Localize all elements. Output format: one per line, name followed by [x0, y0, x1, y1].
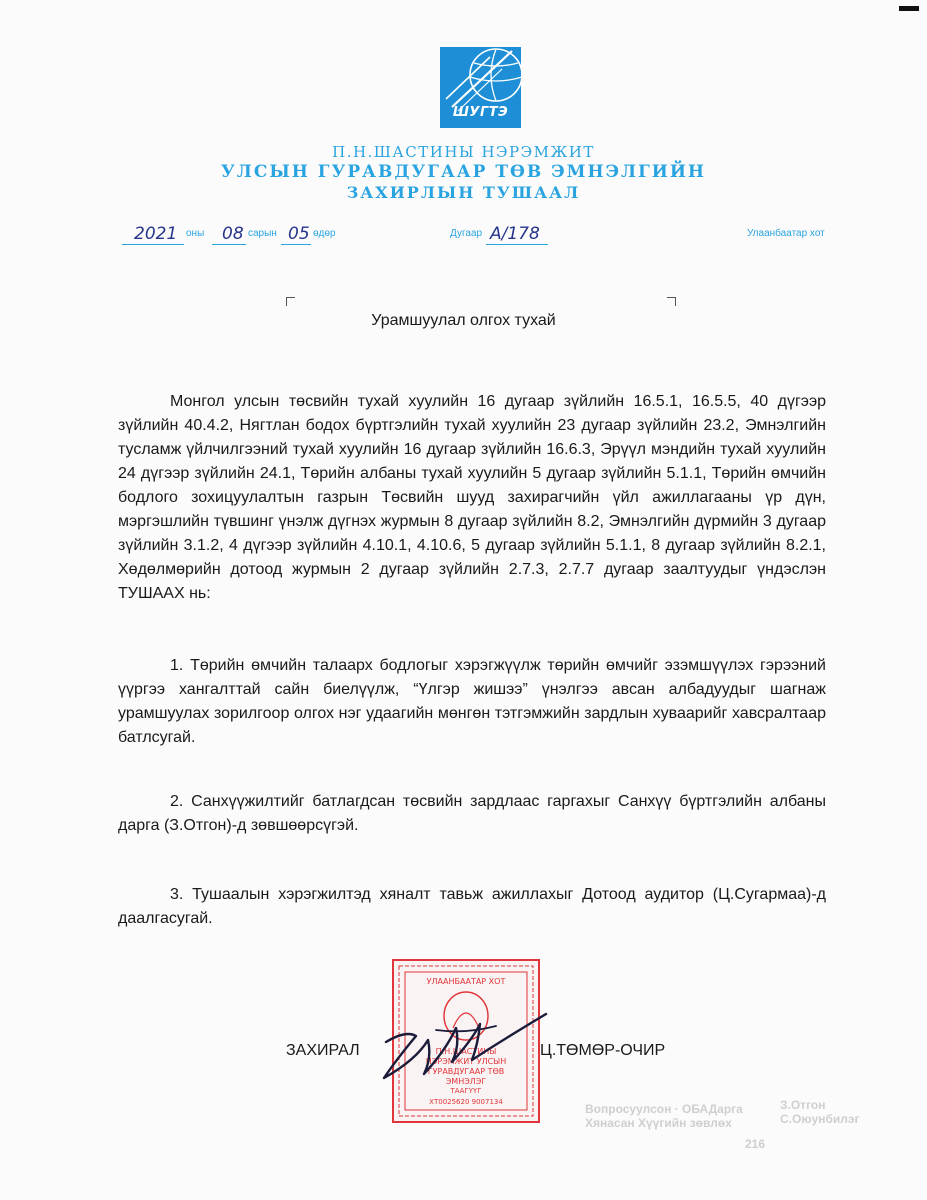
- stamp-line-4: ЭМНЭЛЭГ: [445, 1077, 487, 1086]
- year-value: 2021: [134, 224, 178, 244]
- hospital-logo: [440, 47, 521, 128]
- title-bracket-right: [667, 297, 676, 306]
- scan-mark: [899, 6, 919, 11]
- city: Улаанбаатар хот: [747, 228, 825, 239]
- signatory-title: ЗАХИРАЛ: [286, 1042, 360, 1059]
- order-number: А/178: [490, 224, 540, 244]
- document-title: Урамшуулал олгох тухай: [371, 312, 556, 329]
- stamp-top-text: УЛААНБААТАР ХОТ: [426, 977, 506, 986]
- order-item-3: 3. Тушаалын хэрэгжилтэд хяналт тавьж ажиллахыг Дотоод аудитор (Ц.Сугармаа)-д даалгасугай.: [118, 886, 826, 927]
- month-value: 08: [222, 224, 244, 244]
- day-suffix: өдөр: [313, 228, 336, 239]
- header-line-1: П.Н.ШАСТИНЫ НЭРЭМЖИТ: [332, 143, 595, 161]
- month-suffix: сарын: [248, 228, 277, 239]
- year-suffix: оны: [186, 228, 205, 239]
- stamp-line-5: ТААГҮҮГ: [450, 1087, 482, 1095]
- header-line-3: ЗАХИРЛЫН ТУШААЛ: [346, 183, 581, 202]
- title-bracket-left: [286, 297, 295, 306]
- order-item-2: 2. Санхүүжилтийг батлагдсан төсвийн зардлаас гаргахыг Санхүү бүртгэлийн албаны дарга (З.Отгон)-д зөвшөөрсүгэй.: [118, 793, 826, 834]
- number-label: Дугаар: [450, 228, 483, 239]
- header-line-2: УЛСЫН ГУРАВДУГААР ТӨВ ЭМНЭЛГИЙН: [221, 162, 706, 182]
- logo-text: ШУГТЭ: [452, 105, 509, 120]
- preamble-paragraph: Монгол улсын төсвийн тухай хуулийн 16 дугаар зүйлийн 16.5.1, 16.5.5, 40 дүгээр зүйлийн 40.4.2, Нягтлан бодох бүртгэлийн тухай хуулийн 23 дугаар зүйлийн 23.2, Эмнэлгийн тусламж үйлчилгээний тухай хуулийн 16 дугаар зүйлийн 16.6.3, Эрүүл мэндийн тухай хуулийн 24 дүгээр зүйлийн 24.1, Төрийн албаны тухай хуулийн 5 дугаар зүйлийн 5.1.1, Төрийн өмчийн бодлого зохицуулалтын газрын Төсвийн шууд захирагчийн үйл ажиллагааны үр дүн, мэргэшлийн түвшинг үнэлж дүгнэх журмын 8 дугаар зүйлийн 8.2, Эмнэлгийн дүрмийн 3 дугаар зүйлийн 3.1.2, 4 дүгээр зүйлийн 4.10.1, 4.10.6, 5 дугаар зүйлийн 5.1.1, 8 дугаар зүйлийн 8.2.1, Хөдөлмөрийн дотоод журмын 2 дугаар зүйлийн 2.7.3, 2.7.7 дугаар заалтуудыг үндэслэн ТУШААХ нь:: [118, 393, 826, 602]
- handwritten-signature: [376, 1000, 556, 1085]
- stamp-line-2: НЭРЭМЖИТ УЛСЫН: [425, 1057, 507, 1066]
- signatory-name: Ц.ТӨМӨР-ОЧИР: [540, 1042, 666, 1059]
- stamp-code: ХТ0025620 9007134: [429, 1098, 503, 1106]
- day-value: 05: [288, 224, 310, 244]
- stamp-line-3: ГУРАВДУГААР ТӨВ: [427, 1067, 505, 1076]
- stamp-line-1: П.Н.ШАСТИНЫ: [435, 1047, 497, 1056]
- order-item-1: 1. Төрийн өмчийн талаарх бодлогыг хэрэгжүүлж төрийн өмчийг эзэмшүүлэх гэрээний үүргээ хангалттай сайн биелүүлж, “Үлгэр жишээ” үнэлгээ авсан албадуудыг шагнаж урамшуулах зорилгоор олгох нэг удаагийн мөнгөн тэтгэмжийн зардлын хуваарийг хавсралтаар батлсугай.: [118, 657, 826, 746]
